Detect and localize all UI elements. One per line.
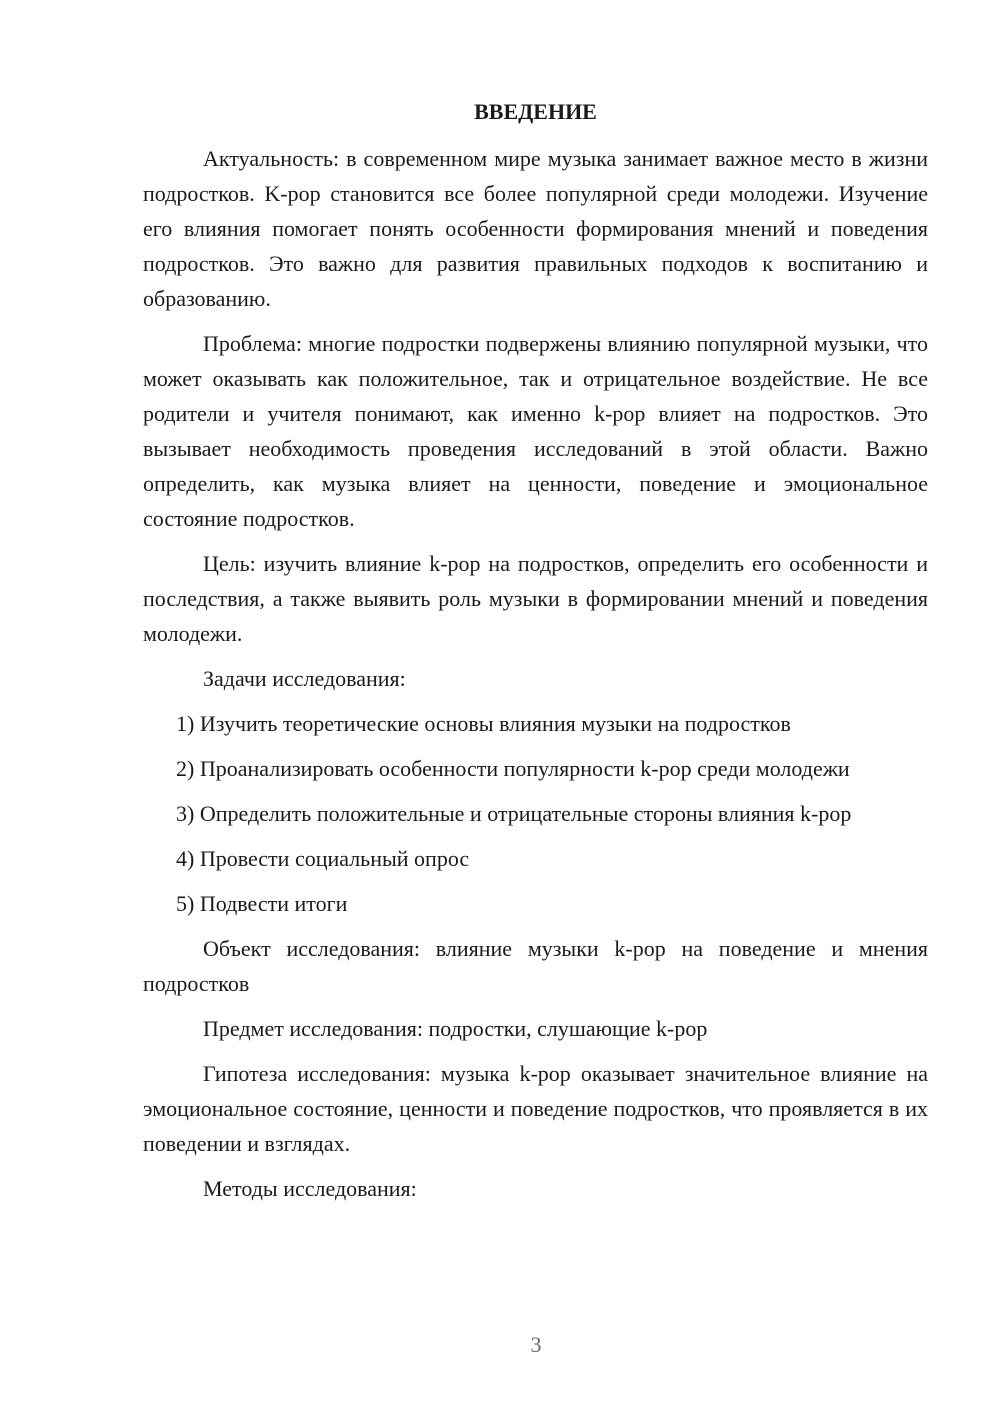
object-paragraph: Объект исследования: влияние музыки k-pop на поведение и мнения подростков: [143, 936, 928, 996]
methods-title: Методы исследования:: [203, 1176, 417, 1201]
task-item-5: 5) Подвести итоги: [176, 891, 348, 916]
task-item-2: 2) Проанализировать особенности популярности k-pop среди молодежи: [176, 756, 850, 781]
problem-paragraph: Проблема: многие подростки подвержены влиянию популярной музыки, что может оказывать как положительное, так и отрицательное воздействие. Не все родители и учителя понимают, как именно k-pop влияет на подростков. Это вызывает необходимость проведения исследований в этой области. Важно определить, как музыка влияет на ценности, поведение и эмоциональное состояние подростков.: [143, 331, 928, 531]
relevance-paragraph: Актуальность: в современном мире музыка занимает важное место в жизни подростков. K-pop становится все более популярной среди молодежи. Изучение его влияния помогает понять особенности формирования мнений и поведения подростков. Это важно для развития правильных подходов к воспитанию и образованию.: [143, 146, 928, 311]
section-heading: ВВЕДЕНИЕ: [474, 99, 597, 124]
task-item-1: 1) Изучить теоретические основы влияния музыки на подростков: [176, 711, 791, 736]
page-number: 3: [530, 1332, 542, 1357]
hypothesis-paragraph: Гипотеза исследования: музыка k-pop оказывает значительное влияние на эмоциональное состояние, ценности и поведение подростков, что проявляется в их поведении и взглядах.: [143, 1061, 928, 1156]
task-item-4: 4) Провести социальный опрос: [176, 846, 470, 871]
goal-paragraph: Цель: изучить влияние k-pop на подростков, определить его особенности и последствия, а также выявить роль музыки в формировании мнений и поведения молодежи.: [143, 551, 928, 646]
tasks-title: Задачи исследования:: [203, 666, 406, 691]
subject-paragraph: Предмет исследования: подростки, слушающие k-pop: [203, 1016, 708, 1041]
page-content: [143, 94, 928, 1216]
task-item-3: 3) Определить положительные и отрицательные стороны влияния k-pop: [176, 801, 852, 826]
